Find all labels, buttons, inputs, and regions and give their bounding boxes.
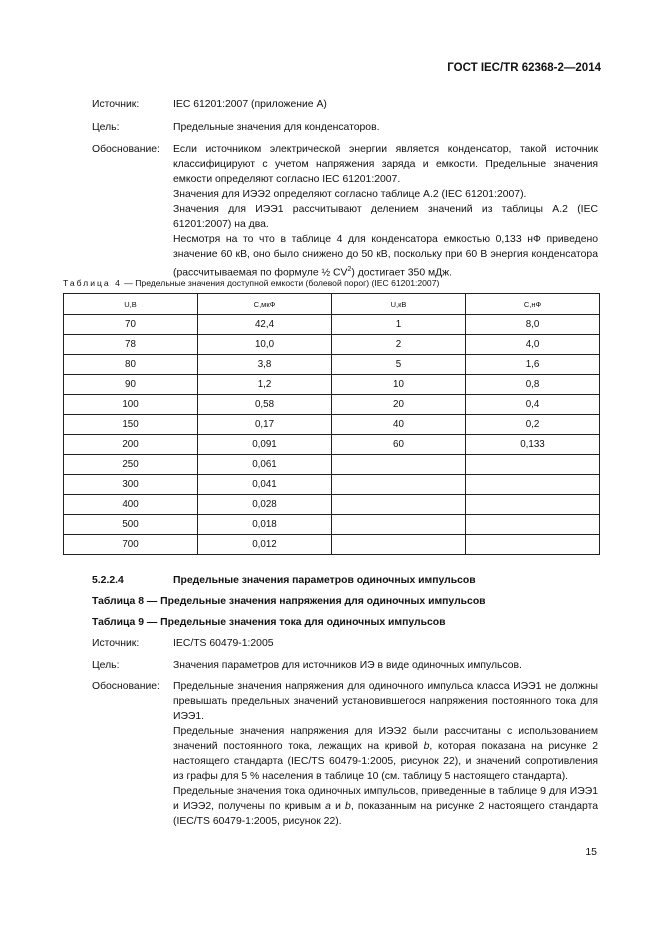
table-cell: 60 (332, 435, 466, 455)
superscript: 2 (347, 266, 352, 273)
reason-text (173, 679, 598, 829)
table-cell (332, 535, 466, 555)
reason-paragraph: Предельные значения напряжения для одиночного импульса класса ИЭЭ1 не должны превышать предельных значений установившегося напряжения постоянного тока для ИЭЭ1. (173, 681, 598, 722)
goal-label: Цель: (92, 122, 120, 133)
reason-text-part: , которая показана на рисунке 2 настоящего стандарта (IEC/TS 60479-1:2005, рисунок 22), и значений сопротивления из графы для 5 % населения в таблице 10 (см. таблицу 5 настоящего стандарта). (173, 741, 598, 782)
table-cell: 78 (64, 335, 198, 355)
table-cell: 700 (64, 535, 198, 555)
table-body (64, 315, 600, 555)
table-cell: 0,028 (198, 495, 332, 515)
table-cell: 80 (64, 355, 198, 375)
table-row (64, 535, 600, 555)
capacitance-limits-table (63, 293, 600, 555)
source-value: IEC 61201:2007 (приложение А) (173, 99, 327, 110)
reason-text-part: и (330, 801, 346, 812)
reason-paragraph (173, 784, 598, 829)
capacitor-rationale-block (92, 97, 598, 280)
table-cell: 150 (64, 415, 198, 435)
table-row (64, 435, 600, 455)
table-row (64, 455, 600, 475)
section-heading (92, 573, 598, 588)
reason-text-part: Предельные значения напряжения для ИЭЭ2 были рассчитаны с использованием значений постоянного тока, лежащих на кривой (173, 726, 598, 752)
goal-value: Предельные значения для конденсаторов. (173, 122, 380, 133)
table-row (64, 395, 600, 415)
column-header: U,В (64, 294, 198, 315)
reason-text-part: ) достигает 350 мДж. (351, 267, 452, 279)
table-cell: 0,091 (198, 435, 332, 455)
table-cell: 4,0 (466, 335, 600, 355)
reason-paragraph: Если источником электрической энергии является конденсатор, такой источник классифицируют с учетом напряжения заряда и емкости. Предельные значения емкости определяют согласно IEC 61201:2007. (173, 144, 598, 185)
table-cell: 40 (332, 415, 466, 435)
reason-paragraph: Значения для ИЭЭ1 рассчитывают делением значений из таблицы А.2 (IEC 61201:2007) на два. (173, 204, 598, 230)
curve-label: b (345, 801, 351, 812)
table-row (64, 475, 600, 495)
table-cell: 10 (332, 375, 466, 395)
section-number: 5.2.2.4 (92, 575, 124, 586)
column-header: U,кВ (332, 294, 466, 315)
table-header-row (64, 294, 600, 315)
table-cell: 3,8 (198, 355, 332, 375)
table-cell: 0,041 (198, 475, 332, 495)
reason-label: Обоснование: (92, 144, 160, 155)
goal-label: Цель: (92, 660, 120, 671)
reason-text (173, 142, 598, 280)
table-cell: 1,6 (466, 355, 600, 375)
table-cell: 200 (64, 435, 198, 455)
source-label: Источник: (92, 99, 140, 110)
table-row (64, 415, 600, 435)
table-cell: 20 (332, 395, 466, 415)
reason-label: Обоснование: (92, 681, 160, 692)
table-row (64, 355, 600, 375)
table-cell (466, 515, 600, 535)
table-cell: 0,8 (466, 375, 600, 395)
table-cell (466, 475, 600, 495)
impulse-rationale-block (92, 636, 598, 829)
table-cell: 400 (64, 495, 198, 515)
table-cell: 2 (332, 335, 466, 355)
table-cell (332, 515, 466, 535)
table-cell: 42,4 (198, 315, 332, 335)
table-cell: 100 (64, 395, 198, 415)
goal-value: Значения параметров для источников ИЭ в виде одиночных импульсов. (173, 660, 522, 671)
table-cell: 0,061 (198, 455, 332, 475)
table-cell: 0,17 (198, 415, 332, 435)
table-cell: 0,012 (198, 535, 332, 555)
document-header: ГОСТ IEC/TR 62368-2—2014 (447, 62, 601, 74)
table-cell: 0,133 (466, 435, 600, 455)
reason-paragraph (173, 724, 598, 784)
page-number: 15 (585, 846, 597, 858)
table-cell: 1,2 (198, 375, 332, 395)
table-cell (466, 455, 600, 475)
table-cell (466, 495, 600, 515)
table-cell: 0,018 (198, 515, 332, 535)
source-label: Источник: (92, 638, 140, 649)
table-row (64, 375, 600, 395)
table-cell: 90 (64, 375, 198, 395)
table-caption-prefix: Таблица 4 (63, 278, 122, 288)
table-cell (332, 455, 466, 475)
table-cell: 70 (64, 315, 198, 335)
section-title: Предельные значения параметров одиночных импульсов (173, 575, 476, 586)
source-value: IEC/TS 60479-1:2005 (173, 638, 274, 649)
table-cell: 500 (64, 515, 198, 535)
curve-label: b (423, 741, 430, 752)
reason-paragraph: Значения для ИЭЭ2 определяют согласно таблице А.2 (IEC 61201:2007). (173, 189, 527, 200)
curve-label: a (325, 801, 331, 812)
table-row (64, 335, 600, 355)
table-8-title: Таблица 8 — Предельные значения напряжения для одиночных импульсов (92, 596, 486, 607)
table-4-caption (63, 278, 439, 288)
table-row (64, 315, 600, 335)
column-header: С,нФ (466, 294, 600, 315)
table-cell: 5 (332, 355, 466, 375)
table-row (64, 495, 600, 515)
table-cell: 0,2 (466, 415, 600, 435)
table-cell: 0,4 (466, 395, 600, 415)
table-cell: 0,58 (198, 395, 332, 415)
table-cell: 8,0 (466, 315, 600, 335)
table-cell (466, 535, 600, 555)
table-cell: 250 (64, 455, 198, 475)
table-cell: 10,0 (198, 335, 332, 355)
column-header: С,мкФ (198, 294, 332, 315)
table-9-title: Таблица 9 — Предельные значения тока для одиночных импульсов (92, 617, 446, 628)
reason-paragraph (173, 232, 598, 280)
table-cell: 1 (332, 315, 466, 335)
reason-text-part: , показанным на рисунке 2 настоящего стандарта (IEC/TS 60479-1:2005, рисунок 22). (173, 801, 599, 827)
table-row (64, 515, 600, 535)
table-caption-text: — Предельные значения доступной емкости (болевой порог) (IEC 61201:2007) (121, 278, 440, 288)
reason-text-part: Предельные значения тока одиночных импульсов, приведенные в таблице 9 для ИЭЭ1 и ИЭЭ2, получены по кривым (173, 786, 598, 812)
table-cell: 300 (64, 475, 198, 495)
reason-text-part: Несмотря на то что в таблице 4 для конденсатора емкостью 0,133 нФ приведено значение 60 кВ, оно было снижено до 50 кВ, поскольку при 60 В энергия конденсатора (рассчитываемая по формуле ½ CV (173, 234, 598, 279)
table-cell (332, 495, 466, 515)
table-cell (332, 475, 466, 495)
